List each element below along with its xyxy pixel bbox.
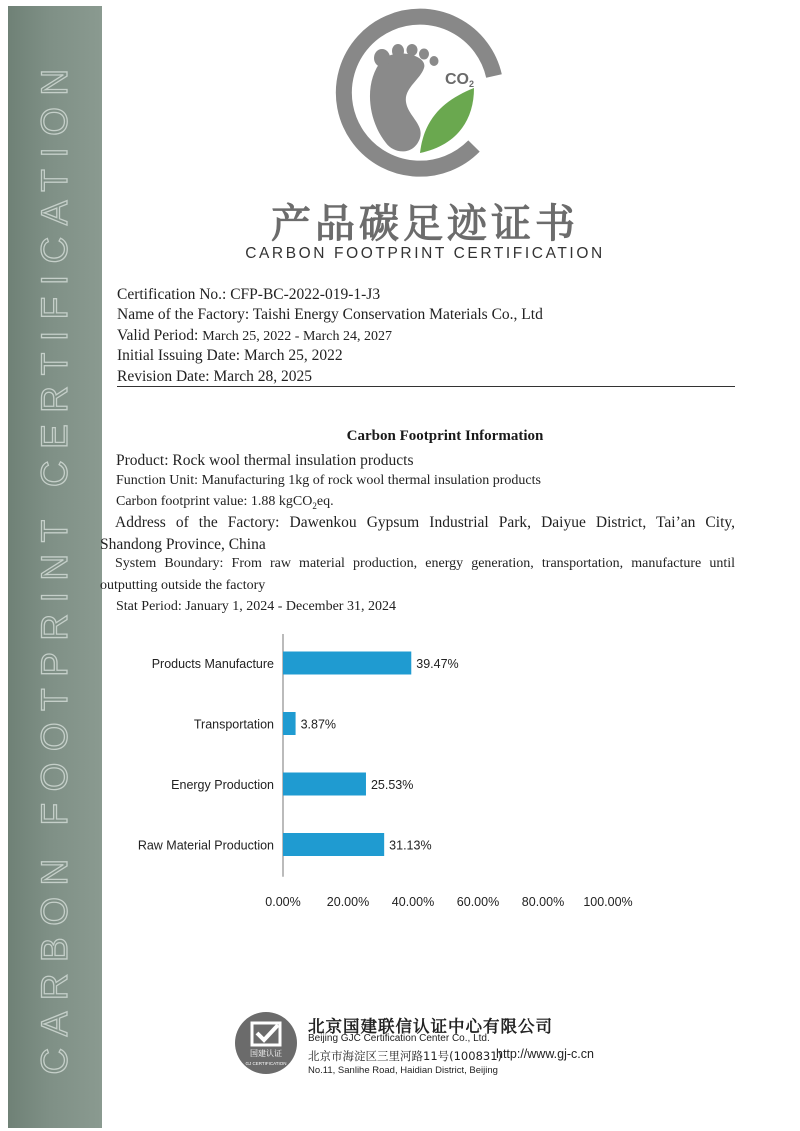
function-unit-line [116, 473, 541, 489]
certificate-title-english: CARBON FOOTPRINT CERTIFICATION [245, 245, 605, 262]
data-label: 31.13% [389, 838, 432, 853]
factory-address-line1: Address of the Factory: Dawenkou Gypsum Industrial Park, Daiyue District, Tai’an City, [115, 514, 735, 531]
issuing-date-label: Initial Issuing Date: [117, 347, 241, 364]
product-value: Rock wool thermal insulation products [172, 452, 414, 469]
category-label: Transportation [193, 717, 274, 732]
footer-address-english: No.11, Sanlihe Road, Haidian District, Beijing [308, 1065, 498, 1076]
x-tick-label: 20.00% [326, 894, 370, 909]
factory-name-value: Taishi Energy Conservation Materials Co., Ltd [252, 306, 543, 323]
sidebar-band [8, 6, 102, 1128]
category-label: Energy Production [171, 778, 274, 792]
revision-date-line [117, 368, 312, 386]
function-unit-value: Manufacturing 1kg of rock wool thermal insulation products [201, 473, 541, 488]
cert-number-line [117, 286, 380, 304]
bar [283, 652, 411, 675]
footer-org-chinese: 北京国建联信认证中心有限公司 [308, 1017, 553, 1036]
x-tick-label: 0.00% [265, 894, 301, 909]
cert-number-label: Certification No.: [117, 286, 227, 303]
cert-number-value: CFP-BC-2022-019-1-J3 [230, 286, 381, 303]
data-label: 25.53% [370, 778, 414, 792]
factory-name-label: Name of the Factory: [117, 306, 250, 323]
footer-address-chinese: 北京市海淀区三里河路11号(100831) [308, 1049, 503, 1063]
category-label: Products Manufacture [151, 657, 274, 671]
function-unit-label: Function Unit: [116, 473, 199, 488]
carbon-footprint-value-label: Carbon footprint value: [116, 494, 248, 509]
factory-name-line [117, 306, 543, 324]
carbon-footprint-value-line [116, 494, 334, 511]
issuing-date-line [117, 347, 343, 365]
data-label: 3.87% [300, 717, 337, 732]
category-label: Raw Material Production [137, 838, 274, 853]
gjc-logo-cn-text: 国建认证 [250, 1049, 282, 1058]
gjc-certification-logo [234, 1011, 298, 1075]
gjc-logo-en-text: GJ CERTIFICATION [245, 1061, 287, 1066]
valid-period-label: Valid Period: [117, 327, 199, 344]
logo-co2-label: CO [445, 71, 469, 88]
bar [283, 833, 384, 856]
product-label: Product: [116, 452, 169, 469]
x-tick-label: 80.00% [521, 894, 565, 909]
data-label: 39.47% [416, 657, 459, 671]
system-boundary-line2: outputting outside the factory [100, 578, 266, 593]
revision-date-value: March 28, 2025 [213, 368, 313, 385]
factory-address-line2: Shandong Province, China [100, 536, 266, 553]
certificate-title-chinese: 产品碳足迹证书 [271, 200, 579, 247]
revision-date-label: Revision Date: [117, 368, 210, 385]
issuing-date-value: March 25, 2022 [244, 347, 343, 364]
carbon-footprint-bar-chart [110, 630, 670, 909]
stat-period-value: January 1, 2024 - December 31, 2024 [185, 599, 396, 614]
x-tick-label: 100.00% [583, 894, 633, 909]
valid-period-line [117, 327, 392, 345]
info-heading: Carbon Footprint Information [346, 428, 544, 444]
svg-text:CO2 [445, 71, 474, 89]
sidebar-vertical-text: CARBON FOOTPRINT CERTIFICATION [34, 57, 75, 1075]
x-tick-label: 40.00% [391, 894, 435, 909]
carbon-footprint-value: 1.88 kgCO$_2$eq. [250, 494, 334, 511]
logo-co2-subscript: 2 [469, 79, 475, 89]
footer-url-link[interactable]: http://www.gj-c.cn [496, 1047, 594, 1061]
carbon-footprint-logo [324, 18, 514, 188]
stat-period-line [116, 599, 396, 615]
bar [283, 712, 296, 735]
bar [283, 773, 366, 796]
system-boundary-line1: System Boundary: From raw material production, energy generation, transportation, manufacture until [115, 556, 735, 571]
valid-period-value: March 25, 2022 - March 24, 2027 [202, 329, 392, 344]
product-line [116, 452, 413, 470]
stat-period-label: Stat Period: [116, 599, 182, 614]
meta-divider [117, 386, 735, 387]
x-tick-label: 60.00% [456, 894, 500, 909]
footer-org-english: Beijing GJC Certification Center Co., Ltd. [308, 1033, 490, 1044]
